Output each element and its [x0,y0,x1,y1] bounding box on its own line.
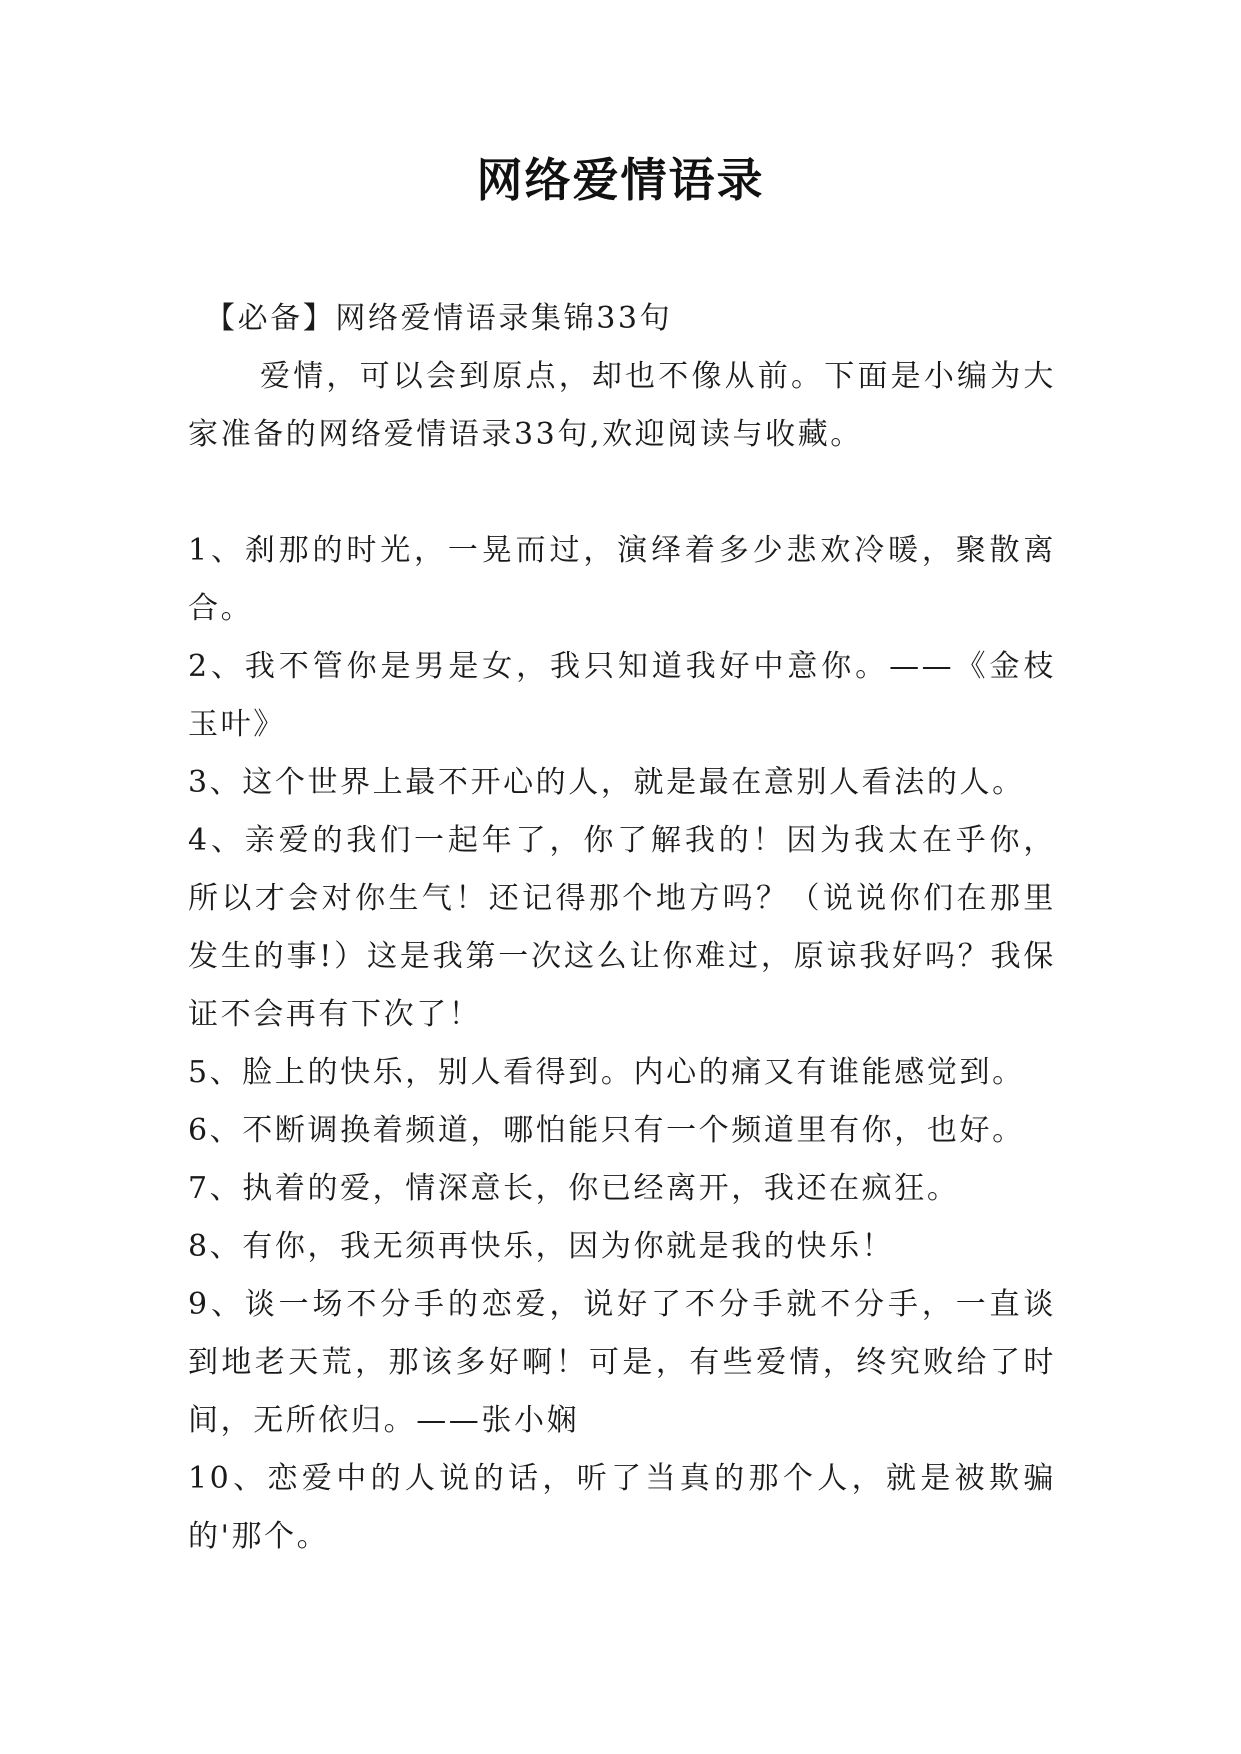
document-subtitle: 【必备】网络爱情语录集锦33句 [205,301,673,336]
quote-item: 4、亲爱的我们一起年了，你了解我的！因为我太在乎你，所以才会对你生气！还记得那个地方吗？（说说你们在那里发生的事!）这是我第一次这么让你难过，原谅我好吗？我保证不会再有下次了！ [188,823,1056,1032]
quote-item: 5、脸上的快乐，别人看得到。内心的痛又有谁能感觉到。 [188,1055,1025,1090]
quote-item: 2、我不管你是男是女，我只知道我好中意你。——《金枝玉叶》 [188,649,1056,742]
quote-item: 3、这个世界上最不开心的人，就是最在意别人看法的人。 [188,765,1025,800]
quote-item: 1、刹那的时光，一晃而过，演绎着多少悲欢冷暖，聚散离合。 [188,533,1056,626]
document-title: 网络爱情语录 [476,153,765,207]
quote-item: 8、有你，我无须再快乐，因为你就是我的快乐！ [188,1229,895,1264]
quote-item: 7、执着的爱，情深意长，你已经离开，我还在疯狂。 [188,1171,960,1206]
quote-item: 6、不断调换着频道，哪怕能只有一个频道里有你，也好。 [188,1113,1025,1148]
quote-item: 9、谈一场不分手的恋爱，说好了不分手就不分手，一直谈到地老天荒，那该多好啊！可是，有些爱情，终究败给了时间，无所依归。——张小娴 [188,1287,1056,1438]
quote-item: 10、恋爱中的人说的话，听了当真的那个人，就是被欺骗的'那个。 [188,1461,1056,1554]
quote-list [188,522,1056,1566]
intro-paragraph: 爱情，可以会到原点，却也不像从前。下面是小编为大家准备的网络爱情语录33句,欢迎阅读与收藏。 [188,359,1056,452]
